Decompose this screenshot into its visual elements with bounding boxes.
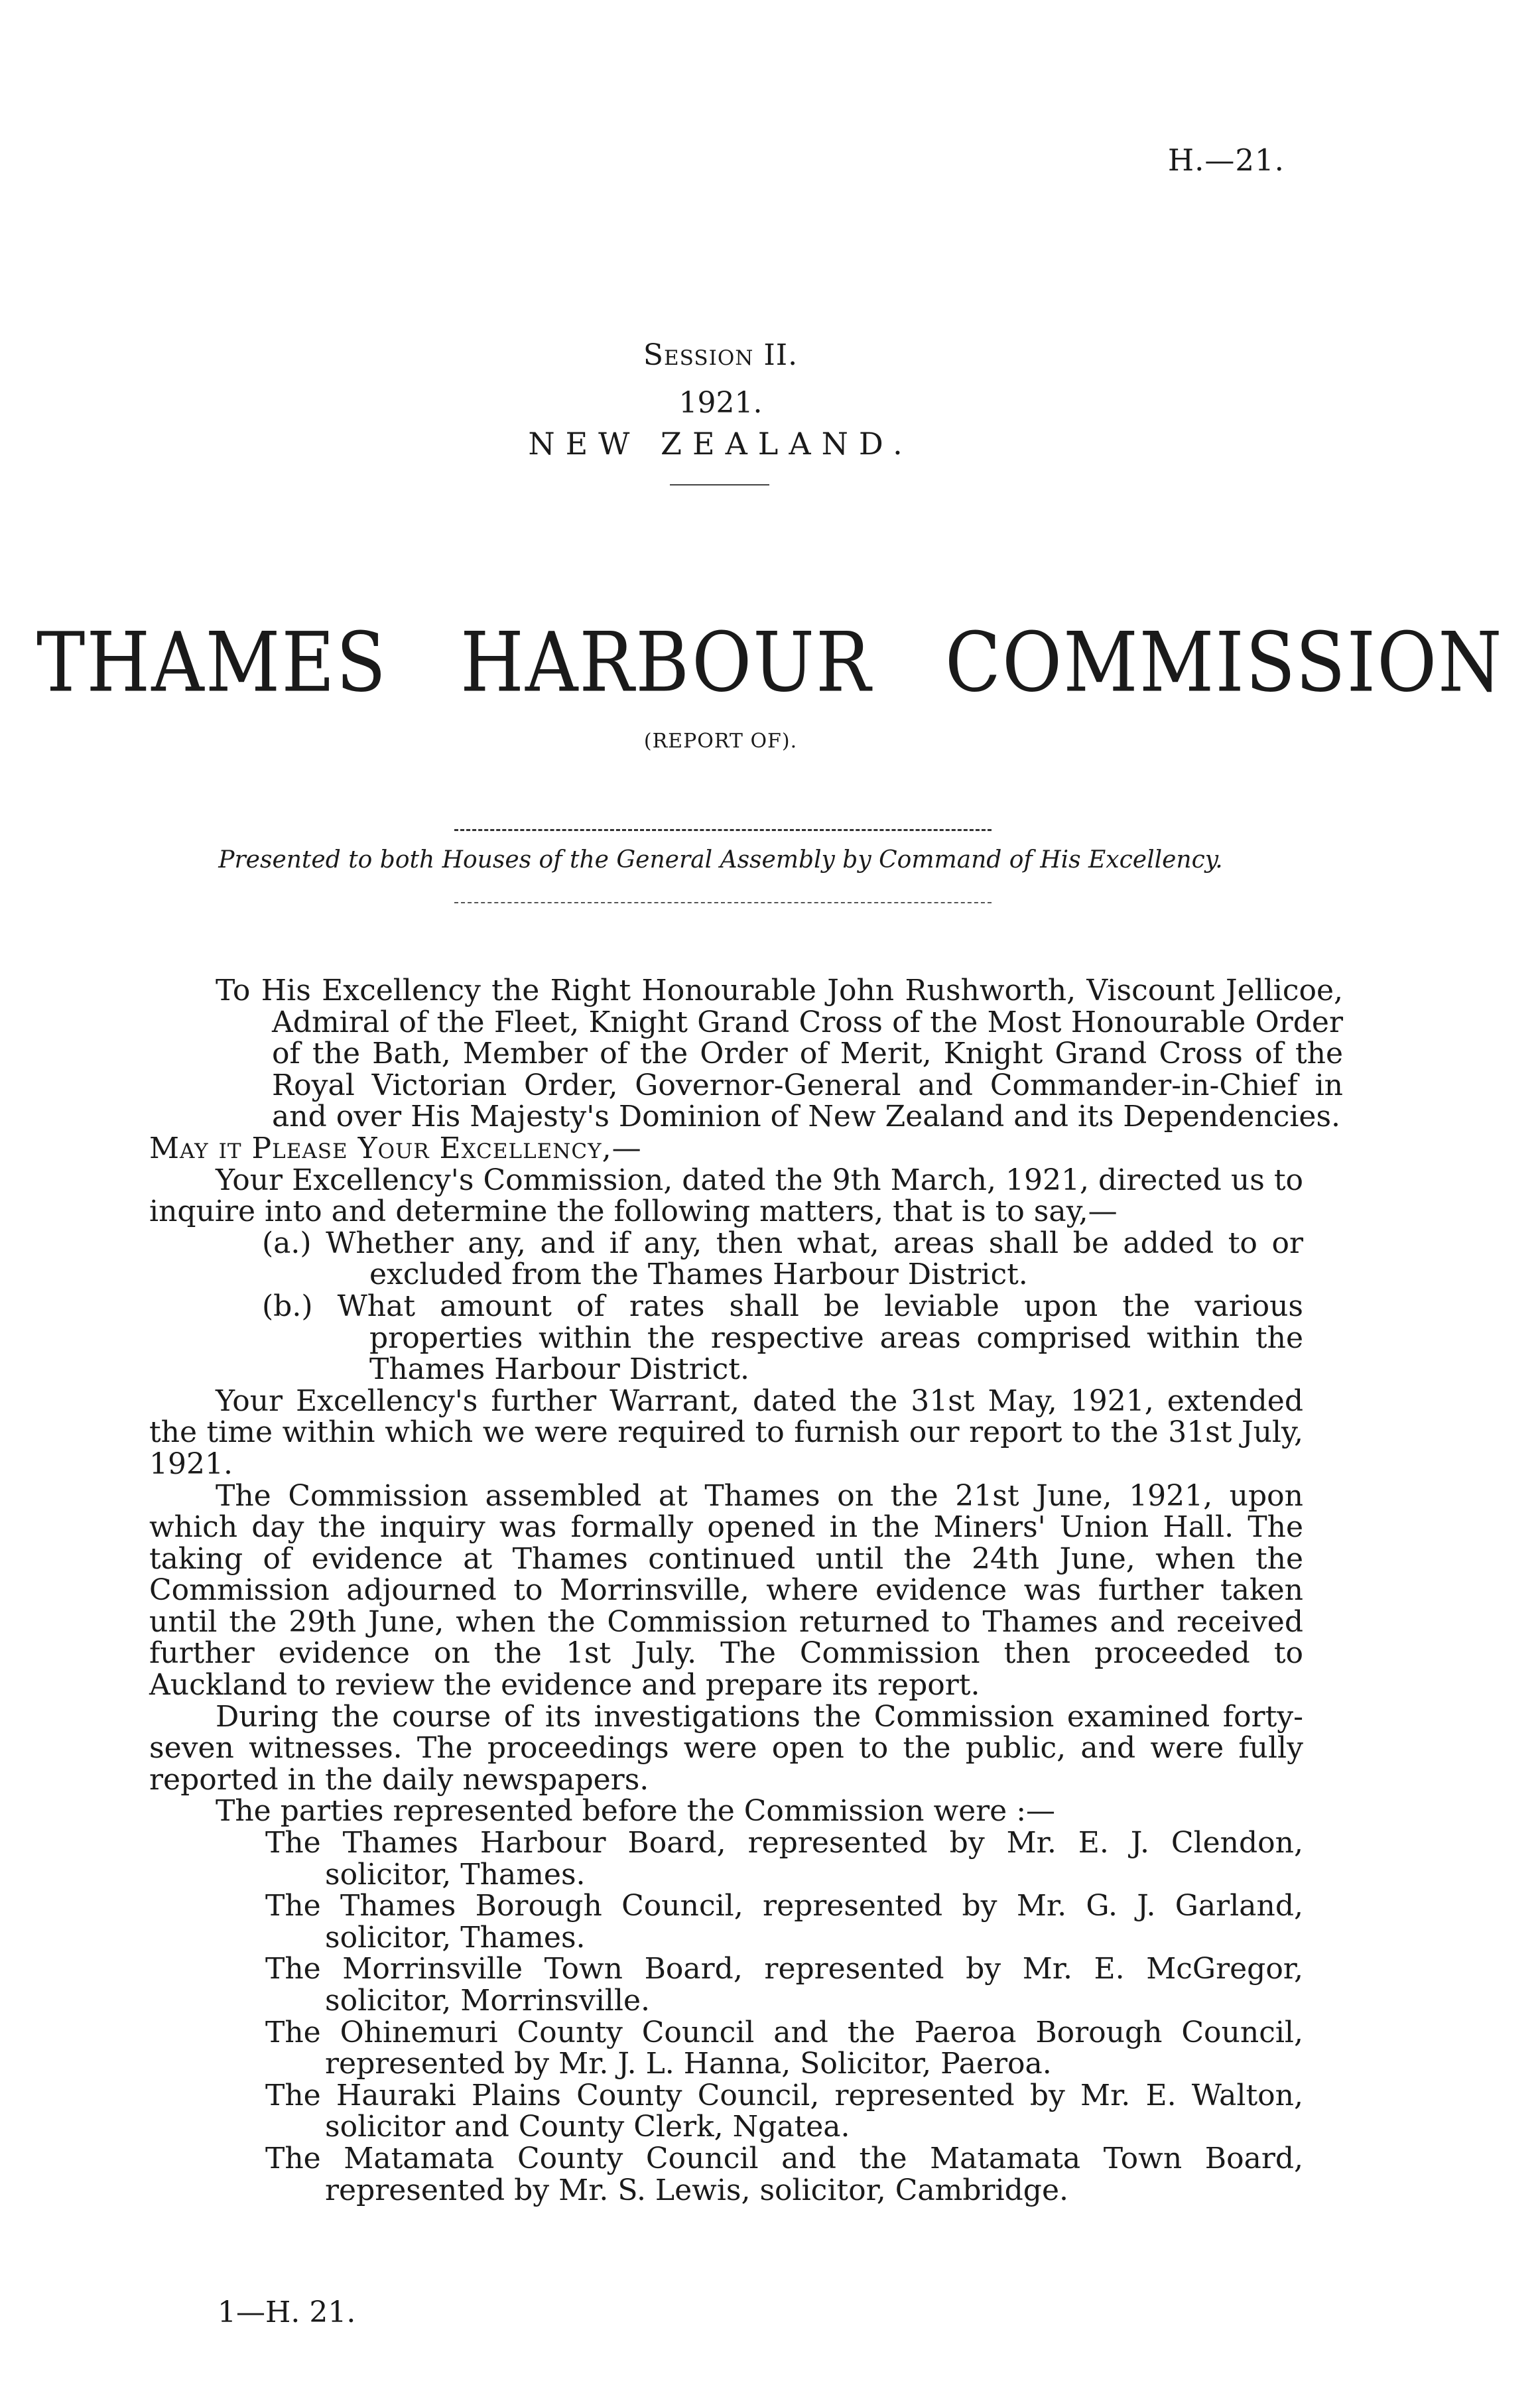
presented-line: Presented to both Houses of the General Assembly by Command of His Excellency. xyxy=(218,846,1223,873)
heading-divider xyxy=(670,484,769,485)
list-item: The Thames Borough Council, represented by Mr. G. J. Garland, solicitor, Thames. xyxy=(265,1889,1303,1955)
list-item: The Thames Harbour Board, represented by Mr. E. J. Clendon, solicitor, Thames. xyxy=(265,1826,1303,1892)
address-paragraph: To His Excellency the Right Honourable John Rushworth, Viscount Jellicoe, Admiral of the Fleet, Knight Grand Cross of the Most Honourable Order of the Bath, Member of the Order of Merit, Knight Grand Cross of the Royal Victorian Order, Governor-General and Commander-in-Chief in and over His Majesty's Dominion of New Zealand and its Dependencies. xyxy=(216,974,1343,1134)
salutation: May it Please Your Excellency,— xyxy=(149,1131,642,1165)
report-subtitle: (REPORT OF). xyxy=(643,730,798,753)
page-footer: 1—H. 21. xyxy=(218,2295,356,2329)
session-heading: Session II. xyxy=(643,338,799,372)
title-word-harbour: HARBOUR xyxy=(460,615,872,710)
country-heading: NEW ZEALAND. xyxy=(528,426,913,462)
list-item: The Hauraki Plains County Council, represented by Mr. E. Walton, solicitor and County Clerk, Ngatea. xyxy=(265,2078,1303,2144)
report-title xyxy=(0,615,1504,710)
paragraph-commission: Your Excellency's Commission, dated the 9th March, 1921, directed us to inquire into and determine the following matters, that is to say,— xyxy=(149,1163,1303,1229)
title-word-thames: THAMES xyxy=(36,615,388,710)
paragraph-assembly: The Commission assembled at Thames on the 21st June, 1921, upon which day the inquiry was formally opened in the Miners' Union Hall. The taking of evidence at Thames continued until the 24th June, when the Commission adjourned to Morrinsville, where evidence was further taken until the 29th June, when the Commission returned to Thames and received further evidence on the 1st July. The Commission then proceeded to Auckland to review the evidence and prepare its report. xyxy=(149,1478,1303,1703)
paragraph-warrant: Your Excellency's further Warrant, dated the 31st May, 1921, extended the time within which we were required to furnish our report to the 31st July, 1921. xyxy=(149,1384,1303,1481)
top-dashed-divider xyxy=(454,829,992,831)
bottom-dashed-divider xyxy=(454,902,992,903)
list-item-a: (a.) Whether any, and if any, then what, areas shall be added to or excluded from the Thames Harbour District. xyxy=(262,1226,1303,1292)
document-reference: H.—21. xyxy=(1167,143,1285,178)
paragraph-parties-intro: The parties represented before the Commission were :— xyxy=(216,1794,1056,1829)
list-item: The Ohinemuri County Council and the Paeroa Borough Council, represented by Mr. J. L. Hanna, Solicitor, Paeroa. xyxy=(265,2015,1303,2081)
list-item: The Matamata County Council and the Matamata Town Board, represented by Mr. S. Lewis, solicitor, Cambridge. xyxy=(265,2141,1303,2207)
paragraph-investigations: During the course of its investigations the Commission examined forty-seven witnesses. The proceedings were open to the public, and were fully reported in the daily newspapers. xyxy=(149,1699,1303,1797)
title-word-commission: COMMISSION xyxy=(944,615,1504,710)
list-item-b: (b.) What amount of rates shall be leviable upon the various properties within the respective areas comprised within the Thames Harbour District. xyxy=(262,1289,1303,1387)
year-heading: 1921. xyxy=(678,386,763,420)
list-item: The Morrinsville Town Board, represented by Mr. E. McGregor, solicitor, Morrinsville. xyxy=(265,1952,1303,2018)
report-body xyxy=(149,974,1343,2207)
